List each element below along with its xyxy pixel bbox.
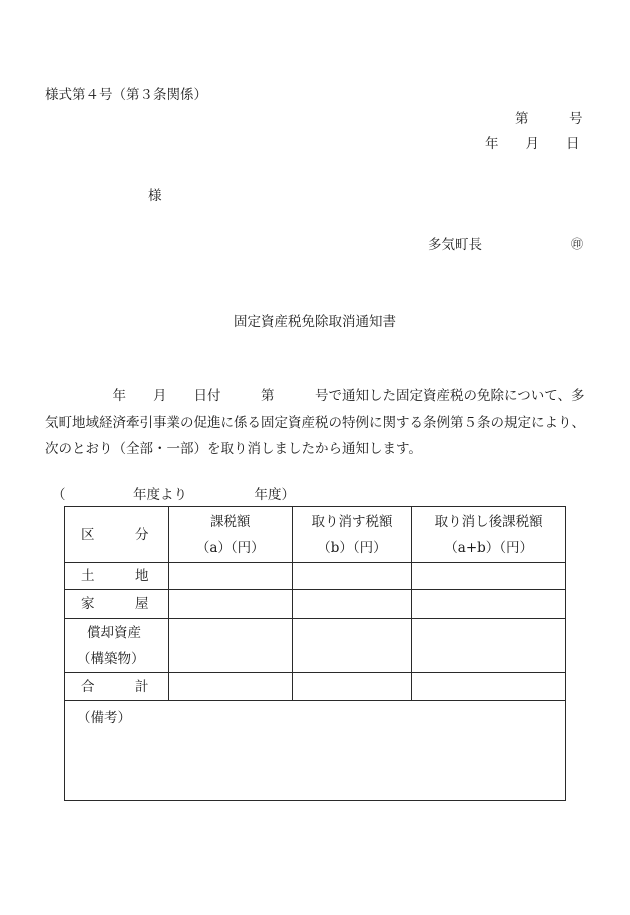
fiscal-period: （ 年度より 年度）: [52, 487, 295, 503]
cell-land-a[interactable]: [168, 563, 292, 590]
cell-total-b[interactable]: [292, 673, 412, 701]
cell-land-c[interactable]: [412, 563, 566, 590]
row-land-label: 土 地: [65, 563, 169, 590]
form-number: 様式第４号（第３条関係）: [45, 87, 207, 103]
cell-house-a[interactable]: [168, 590, 292, 619]
cell-depreciable-a[interactable]: [168, 619, 292, 673]
document-title: 固定資産税免除取消通知書: [234, 314, 396, 330]
table-row: [65, 590, 566, 619]
issuer-title: 多気町長: [428, 237, 482, 253]
remarks-row: [65, 701, 566, 801]
remarks-label: （備考）: [77, 710, 131, 726]
table-row: [65, 563, 566, 590]
cell-land-b[interactable]: [292, 563, 412, 590]
header-row: [65, 507, 566, 563]
header-col-c: 取り消し後課税額 （a+b）（円）: [412, 507, 566, 563]
header-category: 区 分: [65, 507, 169, 563]
cell-total-a[interactable]: [168, 673, 292, 701]
row-house-label: 家 屋: [65, 590, 169, 619]
table-row: [65, 619, 566, 673]
body-text: 年 月 日付 第 号で通知した固定資産税の免除について、多気町地域経済牽引事業の促進に係る固定資産税の特例に関する条例第５条の規定により、次のとおり（全部・一部）を取り消しましたから通知します。: [45, 388, 585, 457]
cell-depreciable-c[interactable]: [412, 619, 566, 673]
seal-mark: ㊞: [571, 237, 584, 251]
cell-house-c[interactable]: [412, 590, 566, 619]
header-col-b: 取り消す税額 （b）（円）: [292, 507, 412, 563]
table-row: [65, 673, 566, 701]
tax-table: [64, 506, 566, 801]
cell-depreciable-b[interactable]: [292, 619, 412, 673]
header-col-a: 課税額 （a）（円）: [168, 507, 292, 563]
row-depreciable-label: 償却資産 （構築物）: [65, 619, 169, 673]
cell-house-b[interactable]: [292, 590, 412, 619]
reference-number: 第 号: [515, 111, 583, 127]
remarks-cell[interactable]: [65, 701, 566, 801]
row-total-label: 合 計: [65, 673, 169, 701]
cell-total-c[interactable]: [412, 673, 566, 701]
recipient-honorific: 様: [148, 188, 162, 204]
issue-date: 年 月 日: [485, 136, 580, 152]
